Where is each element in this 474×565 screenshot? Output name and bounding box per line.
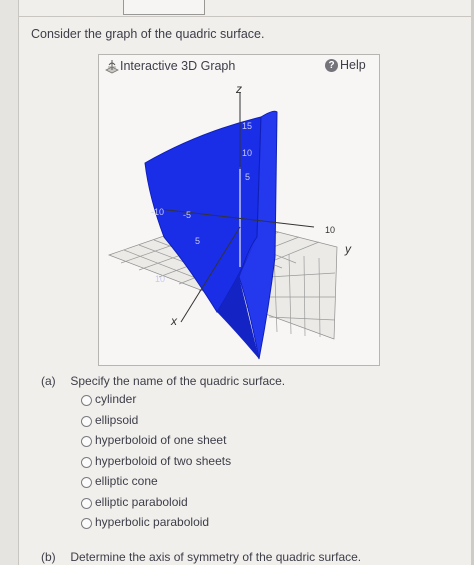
tick-z-15: 15 xyxy=(242,121,253,131)
option-label: hyperboloid of two sheets xyxy=(95,453,232,468)
option-label: cylinder xyxy=(95,392,137,406)
option-label: hyperboloid of one sheet xyxy=(95,433,227,447)
interactive-3d-graph-panel xyxy=(98,54,380,366)
graph-3d-icon xyxy=(104,58,120,74)
graph-title: Interactive 3D Graph xyxy=(120,59,236,73)
tick-x-neg10: -10 xyxy=(151,207,165,217)
tick-x-neg5: -5 xyxy=(183,210,192,220)
radio-button[interactable] xyxy=(81,518,92,529)
question-page xyxy=(18,0,474,565)
part-a-question xyxy=(41,374,285,388)
radio-button[interactable] xyxy=(81,477,92,488)
part-b-question xyxy=(41,550,361,564)
graph-canvas[interactable] xyxy=(99,77,379,365)
part-b-text: Determine the axis of symmetry of the quadric surface. xyxy=(70,550,362,564)
axis-label-y: y xyxy=(345,242,351,256)
tick-x-10: 10 xyxy=(155,274,166,284)
part-b-label: (b) xyxy=(41,550,56,564)
help-label: Help xyxy=(340,58,366,72)
option-label: hyperbolic paraboloid xyxy=(95,515,210,529)
axis-label-x: x xyxy=(171,314,177,328)
help-icon: ? xyxy=(325,59,338,72)
radio-button[interactable] xyxy=(81,416,92,427)
radio-button[interactable] xyxy=(81,457,92,468)
top-bar xyxy=(19,0,474,17)
tick-x-5: 5 xyxy=(195,236,201,246)
radio-button[interactable] xyxy=(81,498,92,509)
tick-z-5: 5 xyxy=(245,172,251,182)
part-a-text: Specify the name of the quadric surface. xyxy=(70,374,286,388)
answer-box-tab[interactable] xyxy=(123,0,205,15)
option-label: elliptic cone xyxy=(95,474,158,488)
radio-button[interactable] xyxy=(81,395,92,406)
tick-z-10: 10 xyxy=(242,148,253,158)
question-prompt: Consider the graph of the quadric surface. xyxy=(31,27,265,41)
option-label: ellipsoid xyxy=(95,412,139,427)
part-a-label: (a) xyxy=(41,374,56,388)
help-button[interactable] xyxy=(325,58,373,74)
axis-label-z: z xyxy=(236,82,242,96)
radio-button[interactable] xyxy=(81,436,92,447)
graph-header xyxy=(99,55,379,77)
tick-y-10: 10 xyxy=(325,225,336,235)
option-label: elliptic paraboloid xyxy=(95,494,188,509)
